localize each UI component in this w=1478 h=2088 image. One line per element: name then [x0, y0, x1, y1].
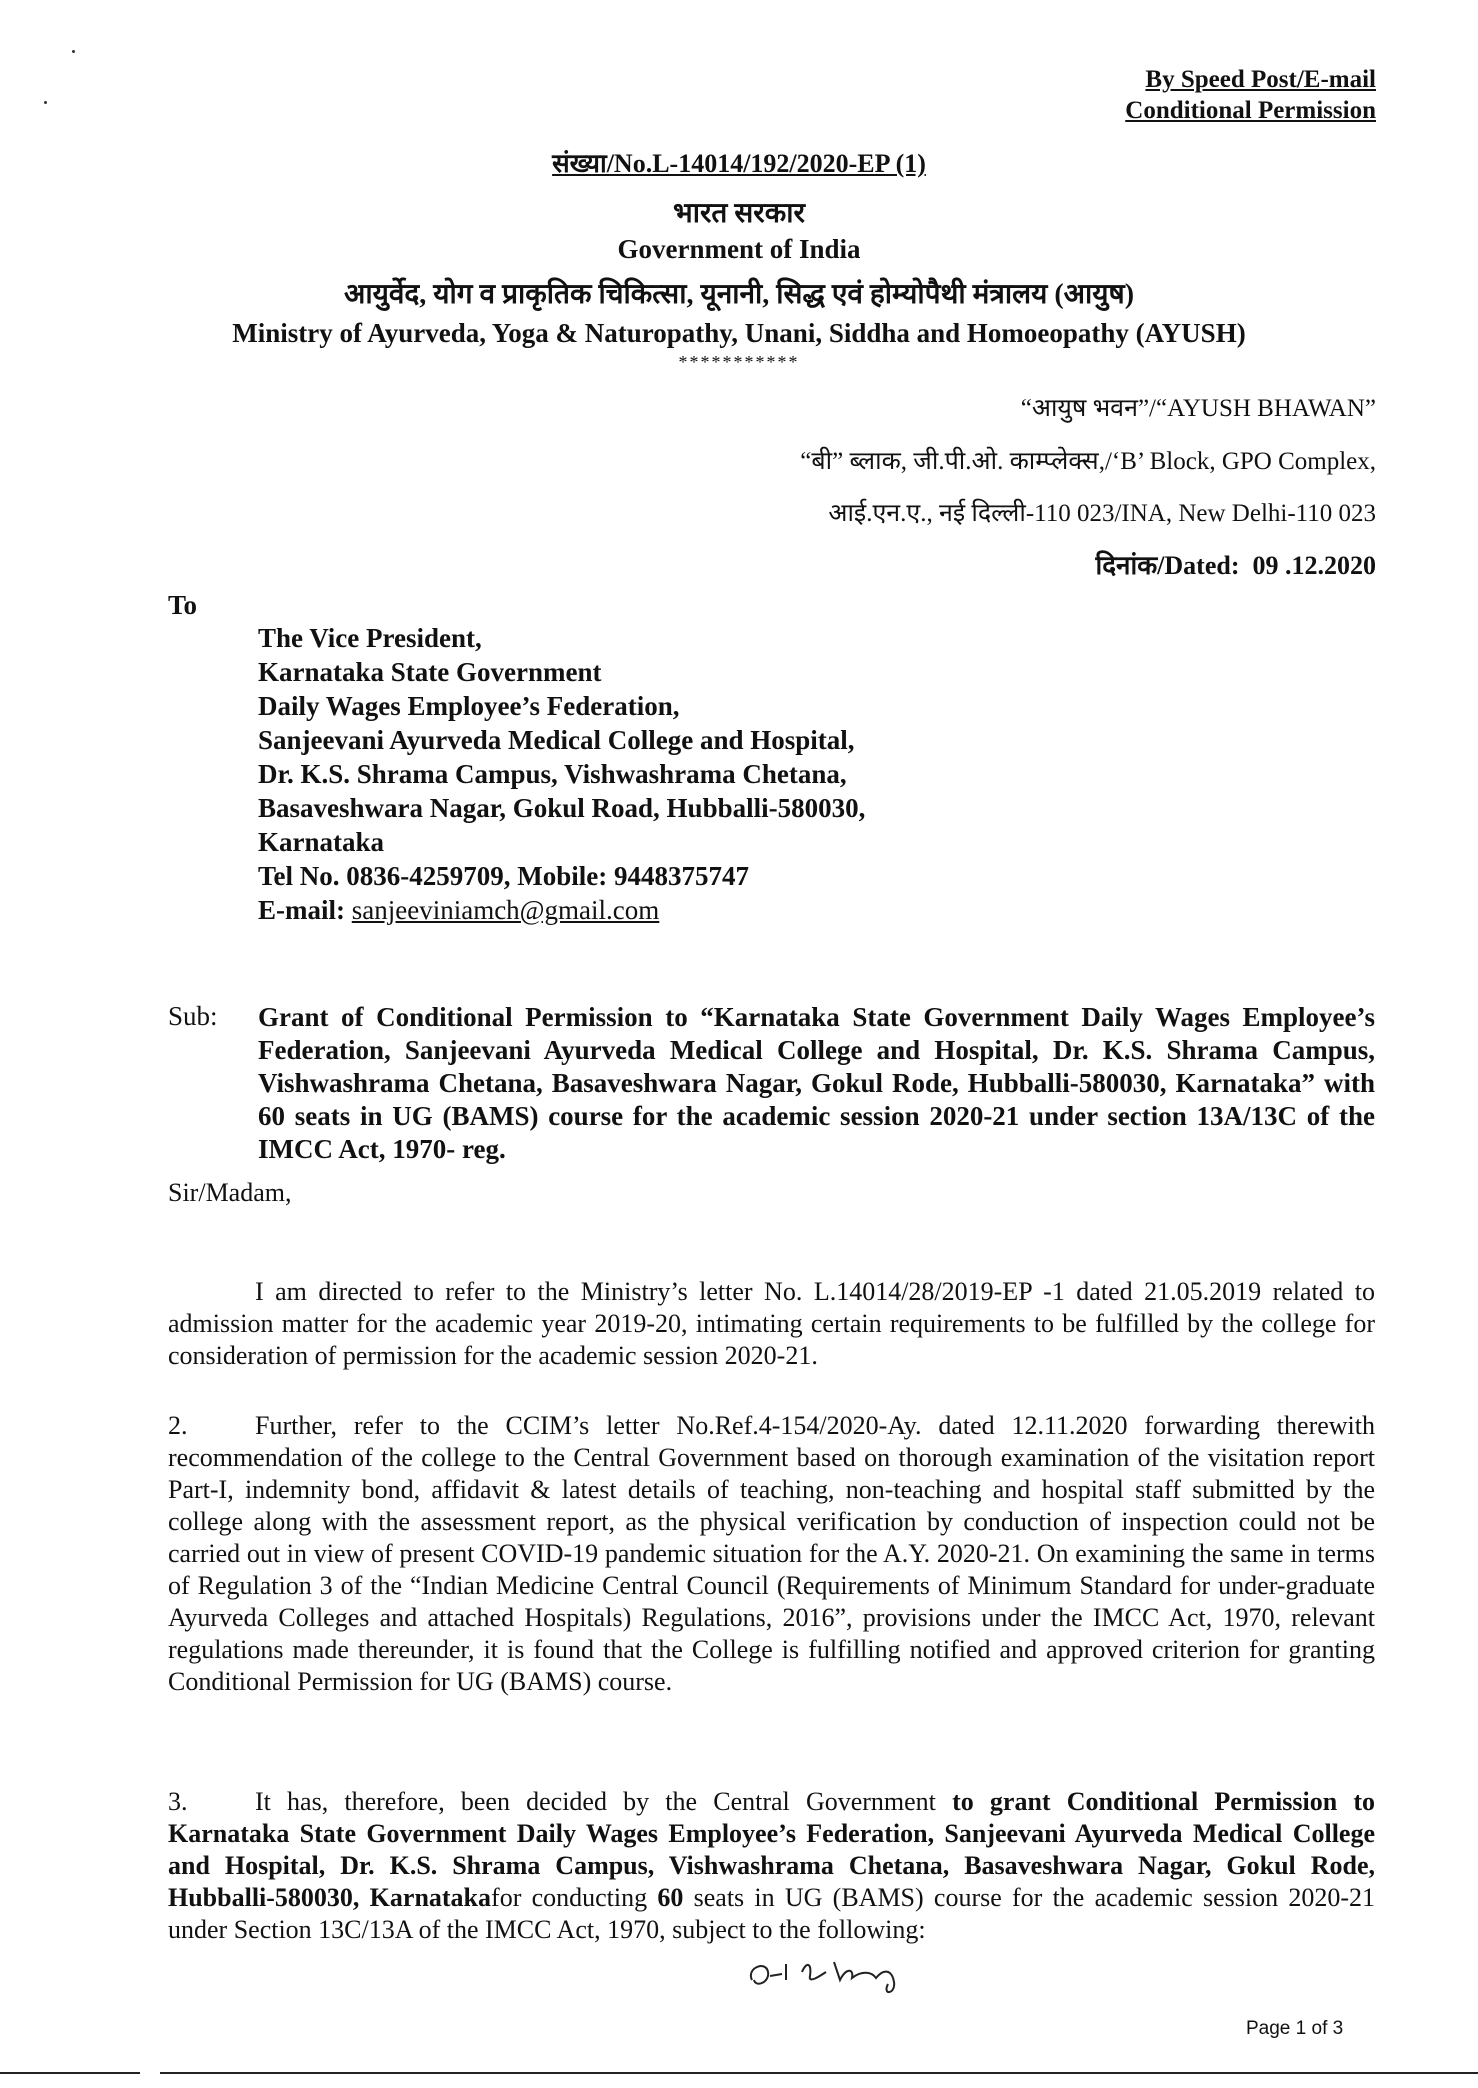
- to-label: To: [168, 590, 198, 620]
- signature: [742, 1950, 922, 2000]
- date-label: दिनांक/Dated:: [1095, 551, 1240, 580]
- paragraph-number: 3.: [168, 1787, 188, 1816]
- recipient-line: Daily Wages Employee’s Federation,: [258, 691, 680, 721]
- subject-text: Grant of Conditional Permission to “Karnataka State Government Daily Wages Employee’s Federation, Sanjeevani Ayurveda Medical College and Hospital, Dr. K.S. Shrama Campus, Vishwashrama Chetana, Basaveshwara Nagar, Gokul Rode, Hubballi-580030, Karnataka” with 60 seats in UG (BAMS) course for the academic session 2020-21 under section 13A/13C of the IMCC Act, 1970- reg.: [258, 1002, 1375, 1164]
- paragraph-1: I am directed to refer to the Ministry’s letter No. L.14014/28/2019-EP -1 dated 21.05.2019 related to admission matter for the academic year 2019-20, intimating certain requirements to be fulfilled by the college for consideration of permission for the academic session 2020-21.: [168, 1277, 1375, 1370]
- email-link[interactable]: sanjeeviniamch@gmail.com: [351, 895, 660, 925]
- scan-mark: [72, 50, 75, 53]
- recipient-line: Karnataka: [258, 827, 385, 857]
- footer-rule-right: [160, 2072, 1478, 2074]
- recipient-address: [258, 621, 865, 927]
- recipient-line: Dr. K.S. Shrama Campus, Vishwashrama Chetana,: [258, 759, 847, 789]
- ministry-english: Ministry of Ayurveda, Yoga & Naturopathy, Unani, Siddha and Homoeopathy (AYUSH): [232, 318, 1246, 348]
- recipient-line: Tel No. 0836-4259709, Mobile: 9448375747: [258, 861, 749, 891]
- recipient-email-line: [258, 893, 865, 927]
- recipient-line: Karnataka State Government: [258, 657, 602, 687]
- subject-label: Sub:: [168, 1001, 218, 1031]
- permission-type: Conditional Permission: [1125, 97, 1376, 124]
- recipient-line: The Vice President,: [258, 623, 482, 653]
- file-number: संख्या/No.L-14014/192/2020-EP (1): [552, 149, 926, 178]
- dispatch-block: [1125, 64, 1376, 126]
- signature-stroke: [751, 1962, 894, 1992]
- ministry-hindi: आयुर्वेद, योग व प्राकृतिक चिकित्सा, यूनानी, सिद्ध एवं होम्योपैथी मंत्रालय (आयुष): [343, 279, 1135, 310]
- recipient-line: Sanjeevani Ayurveda Medical College and Hospital,: [258, 725, 855, 755]
- govt-english: Government of India: [617, 234, 861, 264]
- paragraph-3: 3. It has, therefore, been decided by the Central Government to grant Conditional Permission to Karnataka State Government Daily Wages Employee’s Federation, Sanjeevani Ayurveda Medical College and Hospital, Dr. K.S. Shrama Campus, Vishwashrama Chetana, Basaveshwara Nagar, Gokul Rode, Hubballi-580030, Karnatakafor conducting 60 seats in UG (BAMS) course for the academic session 2020-21 under Section 13C/13A of the IMCC Act, 1970, subject to the following:: [168, 1787, 1376, 1944]
- scan-mark: [44, 101, 47, 104]
- date-value: 09 .12.2020: [1252, 551, 1376, 580]
- footer-rule-left: [0, 2072, 140, 2074]
- recipient-line: Basaveshwara Nagar, Gokul Road, Hubballi-580030,: [258, 793, 866, 823]
- address-line-3: आई.एन.ए., नई दिल्ली-110 023/INA, New Delhi-110 023: [828, 500, 1376, 527]
- header-separator: ***********: [678, 352, 800, 372]
- salutation: Sir/Madam,: [168, 1178, 292, 1207]
- email-label: E-mail:: [258, 895, 345, 925]
- govt-hindi: भारत सरकार: [673, 198, 805, 229]
- date-line: [1096, 546, 1377, 582]
- paragraph-2: 2. Further, refer to the CCIM’s letter No.Ref.4-154/2020-Ay. dated 12.11.2020 forwarding therewith recommendation of the college to the Central Government based on thorough examination of the visitation report Part-I, indemnity bond, affidavit & latest details of teaching, non-teaching and hospital staff submitted by the college along with the assessment report, as the physical verification by conduction of inspection could not be carried out in view of present COVID-19 pandemic situation for the A.Y. 2020-21. On examining the same in terms of Regulation 3 of the “Indian Medicine Central Council (Requirements of Minimum Standard for under-graduate Ayurveda Colleges and attached Hospitals) Regulations, 2016”, provisions under the IMCC Act, 1970, relevant regulations made thereunder, it is found that the College is fulfilling notified and approved criterion for granting Conditional Permission for UG (BAMS) course.: [168, 1411, 1375, 1696]
- paragraph-number: 2.: [168, 1411, 188, 1440]
- address-line-2: “बी” ब्लाक, जी.पी.ओ. काम्प्लेक्स,/‘B’ Block, GPO Complex,: [800, 448, 1376, 475]
- dispatch-mode: By Speed Post/E-mail: [1145, 66, 1376, 93]
- page-label: Page 1 of 3: [1246, 2018, 1344, 2039]
- address-line-1: “आयुष भवन”/“AYUSH BHAWAN”: [1020, 395, 1376, 422]
